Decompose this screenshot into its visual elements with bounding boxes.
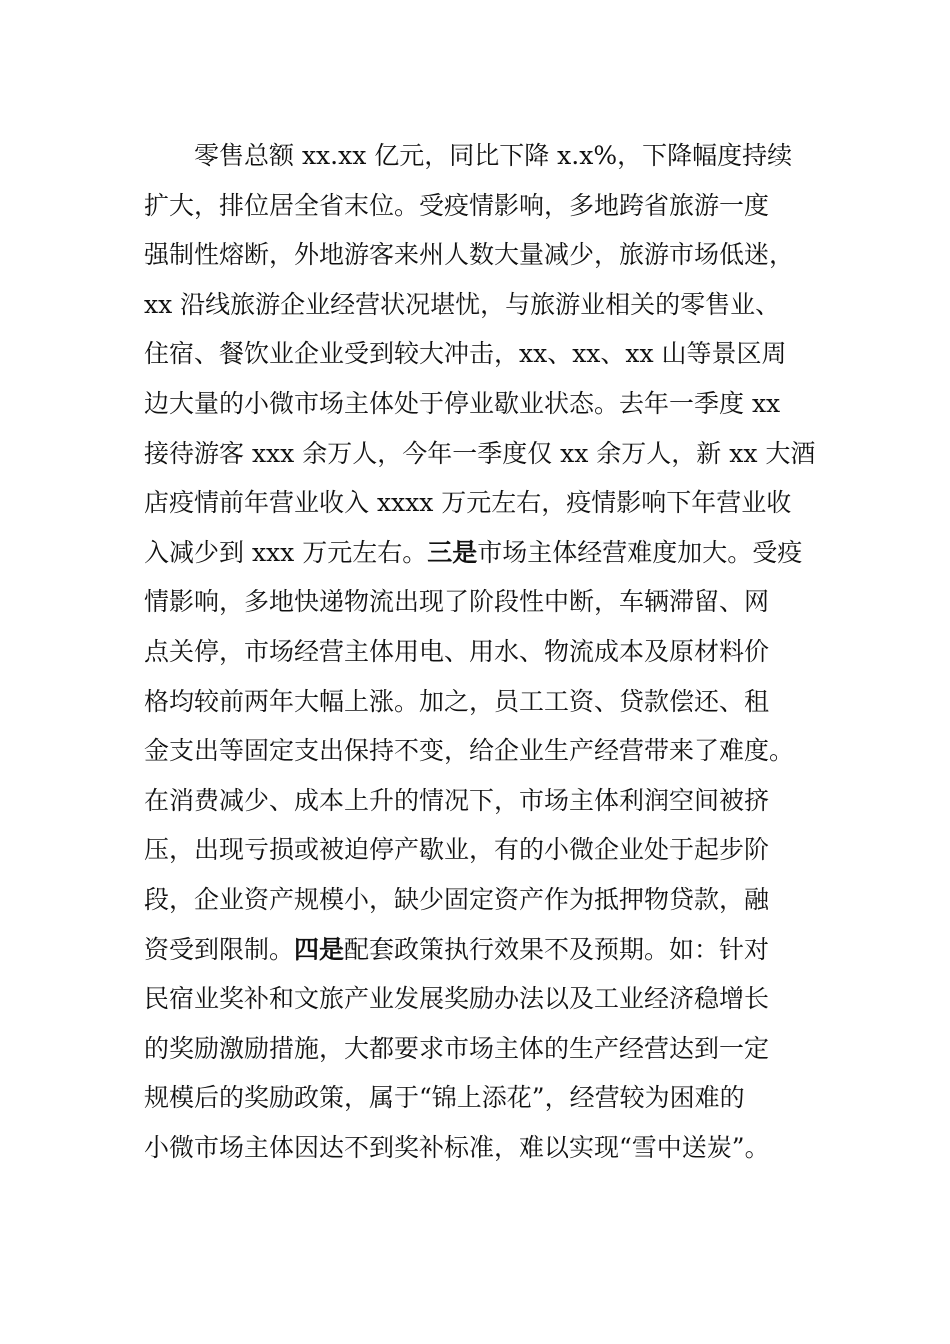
bold-marker-three: 三是 bbox=[427, 537, 478, 567]
text-line: 金支出等固定支出保持不变，给企业生产经营带来了难度。 bbox=[144, 736, 795, 766]
text-line: 零售总额 xx.xx 亿元，同比下降 x.x%，下降幅度持续 bbox=[194, 141, 793, 170]
text-line: 的奖励激励措施，大都要求市场主体的生产经营达到一定 bbox=[144, 1033, 770, 1063]
text-line: 段，企业资产规模小，缺少固定资产作为抵押物贷款，融 bbox=[144, 884, 770, 914]
text-line: 点关停，市场经营主体用电、用水、物流成本及原材料价 bbox=[144, 636, 770, 666]
text-line: 接待游客 xxx 余万人，今年一季度仅 xx 余万人，新 xx 大酒 bbox=[144, 438, 816, 468]
text-line: 格均较前两年大幅上涨。加之，员工工资、贷款偿还、租 bbox=[144, 686, 770, 716]
text-line: 店疫情前年营业收入 xxxx 万元左右，疫情影响下年营业收 bbox=[144, 488, 792, 518]
text-line: 强制性熔断，外地游客来州人数大量减少，旅游市场低迷， bbox=[144, 240, 795, 270]
text-line: 小微市场主体因达不到奖补标准，难以实现“雪中送炭”。 bbox=[144, 1132, 770, 1162]
text-line: 扩大，排位居全省末位。受疫情影响，多地跨省旅游一度 bbox=[144, 190, 770, 220]
text-line: 规模后的奖励政策，属于“锦上添花”，经营较为困难的 bbox=[144, 1083, 745, 1113]
text-line: 情影响，多地快递物流出现了阶段性中断，车辆滞留、网 bbox=[144, 587, 770, 617]
bold-marker-four: 四是 bbox=[294, 934, 345, 964]
text-line: 边大量的小微市场主体处于停业歇业状态。去年一季度 xx bbox=[144, 388, 781, 418]
body-paragraph bbox=[144, 131, 824, 1172]
text-line: 压，出现亏损或被迫停产歇业，有的小微企业处于起步阶 bbox=[144, 835, 770, 865]
text-line: 在消费减少、成本上升的情况下，市场主体利润空间被挤 bbox=[144, 785, 770, 815]
text-line: 住宿、餐饮业企业受到较大冲击，xx、xx、xx 山等景区周 bbox=[144, 339, 787, 369]
text-line: 入减少到 xxx 万元左右。三是市场主体经营难度加大。受疫 bbox=[144, 537, 803, 567]
text-line: 民宿业奖补和文旅产业发展奖励办法以及工业经济稳增长 bbox=[144, 984, 770, 1014]
text-line: xx 沿线旅游企业经营状况堪忧，与旅游业相关的零售业、 bbox=[144, 289, 781, 319]
text-line: 资受到限制。四是配套政策执行效果不及预期。如：针对 bbox=[144, 934, 770, 964]
